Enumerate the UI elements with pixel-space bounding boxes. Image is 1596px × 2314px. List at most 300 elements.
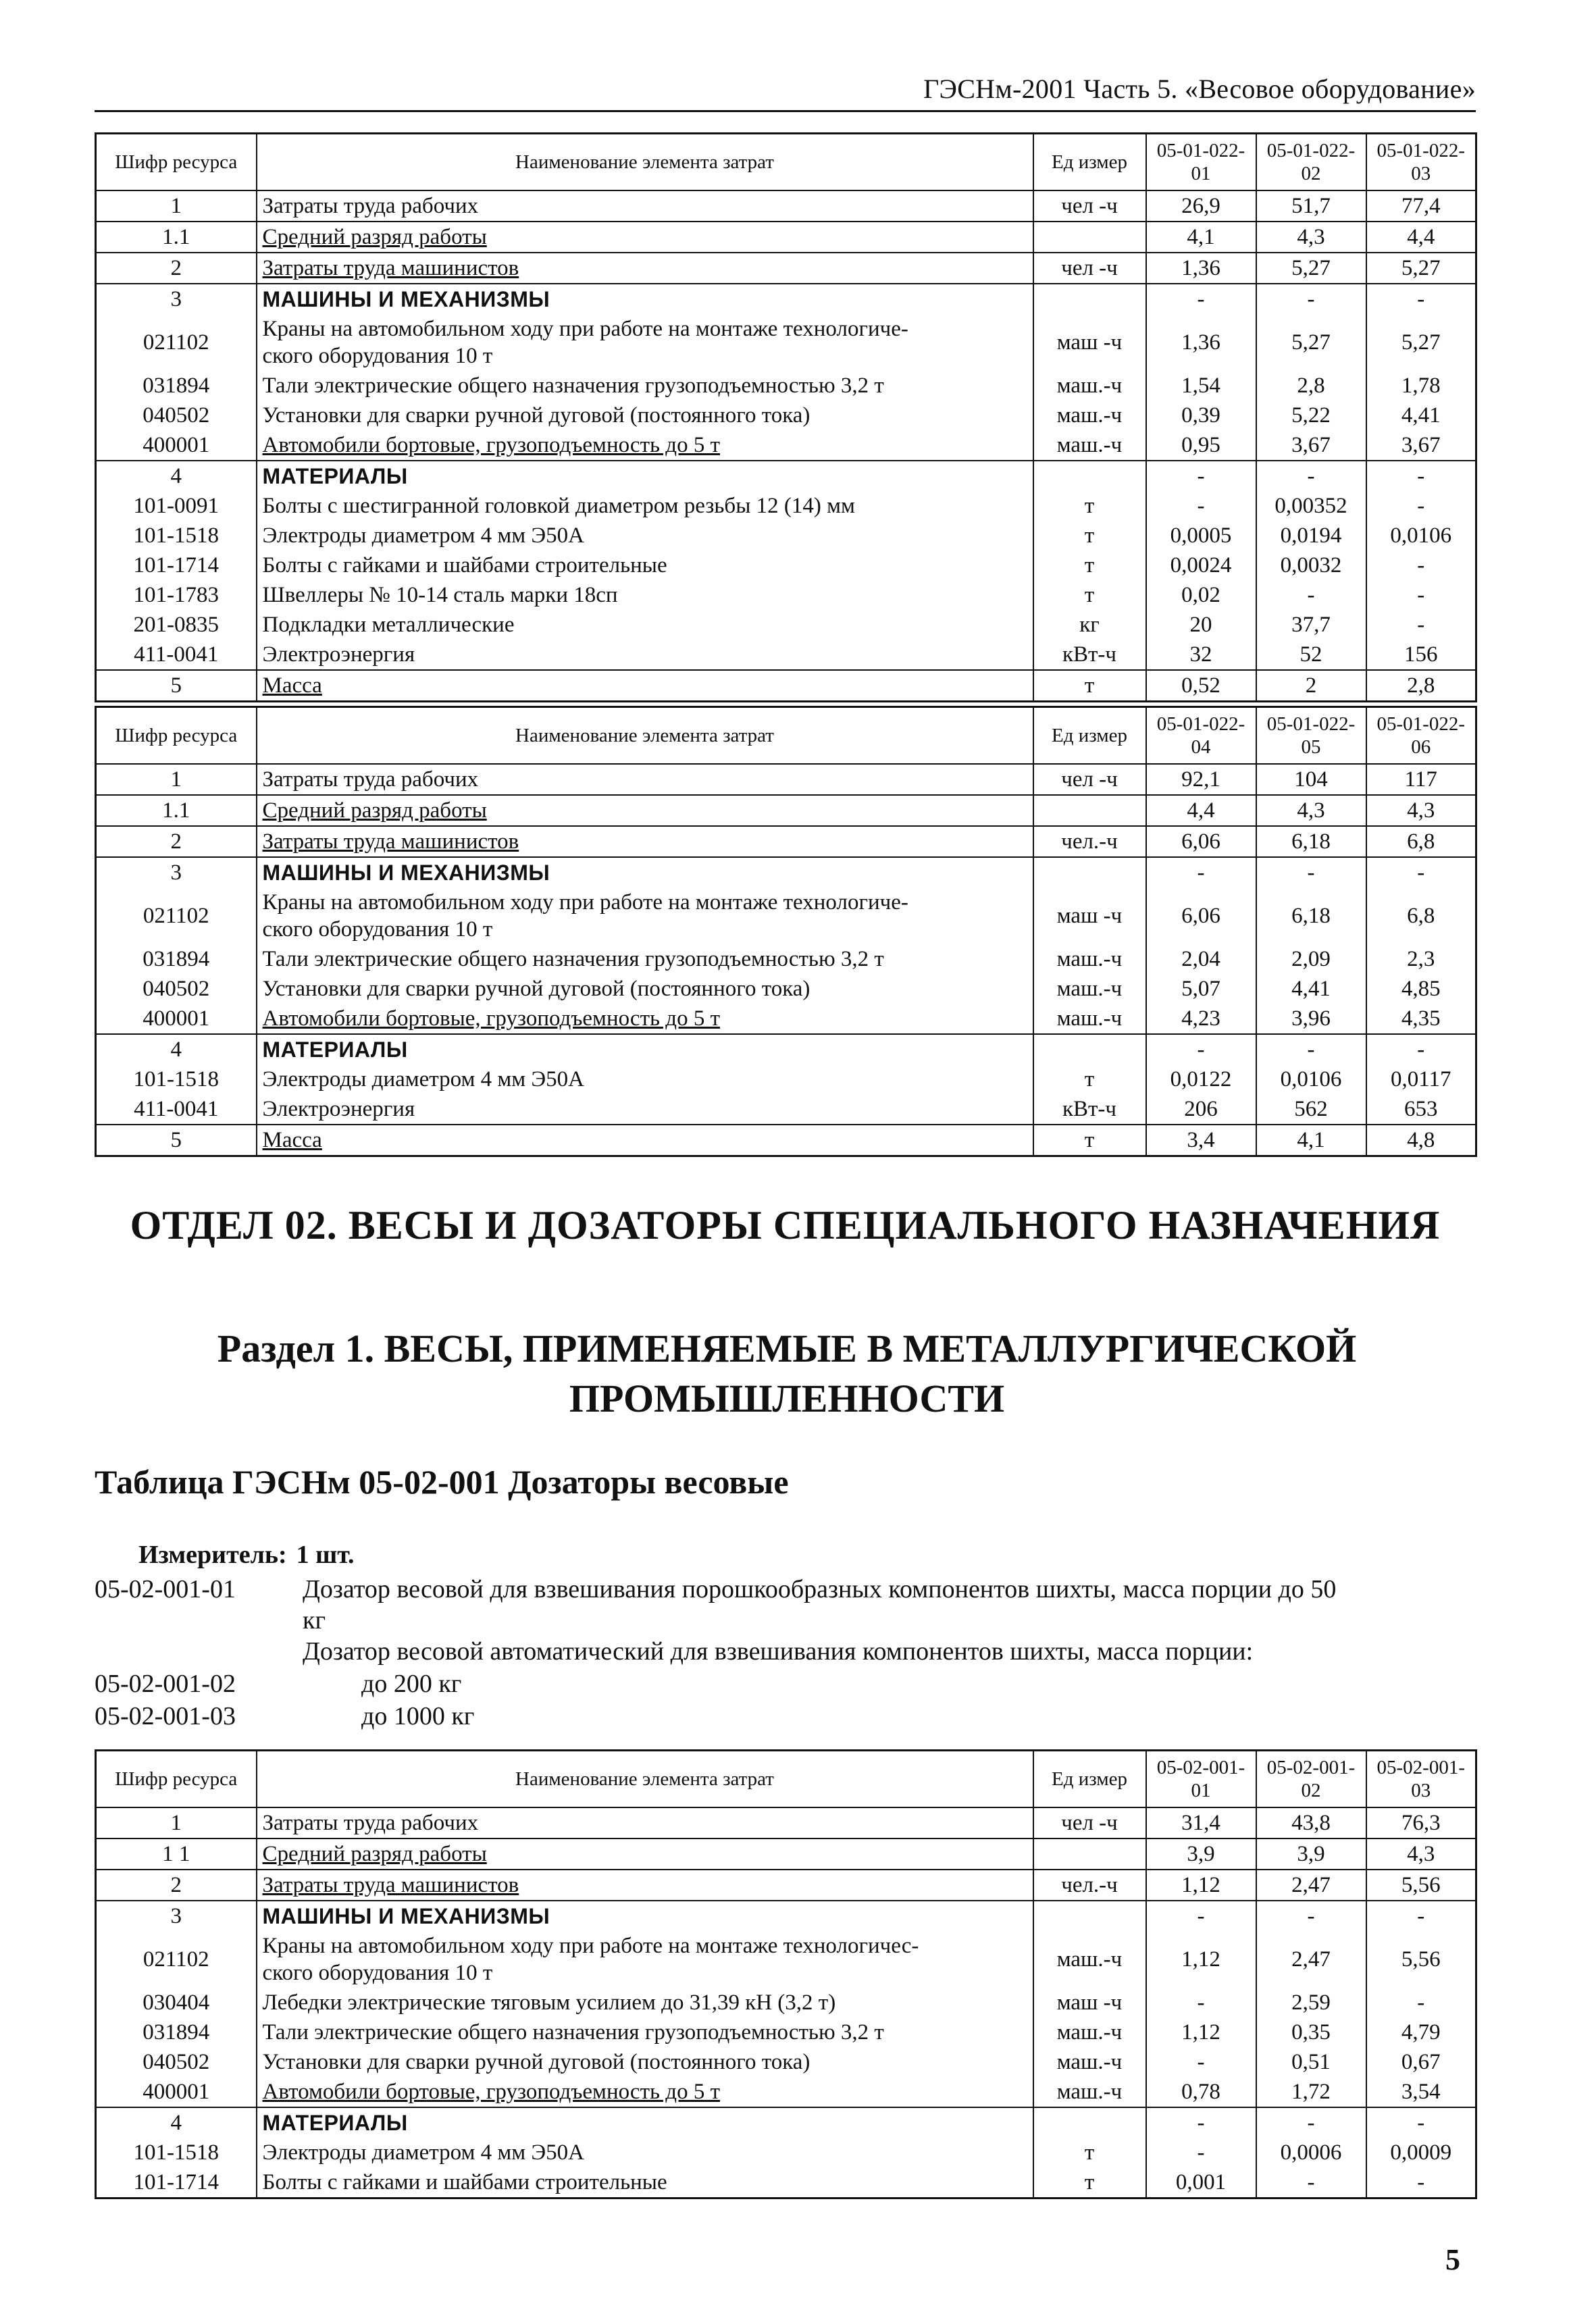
table-row (96, 888, 1476, 944)
resource-code: 4 (96, 1034, 257, 1064)
resource-name: Затраты труда машинистов (257, 1870, 1033, 1901)
value: 37,7 (1256, 610, 1366, 640)
resource-name-line-1: Краны на автомобильном ходу при работе на монтаже технологиче- (262, 890, 908, 915)
resource-name (257, 888, 1033, 944)
value: - (1256, 2107, 1366, 2138)
value: 5,27 (1366, 314, 1476, 371)
value: 6,8 (1366, 888, 1476, 944)
value: - (1256, 1901, 1366, 1931)
table-row (96, 284, 1476, 314)
value: 0,39 (1146, 401, 1256, 430)
unit: маш.-ч (1033, 2017, 1146, 2047)
page-number: 5 (1445, 2243, 1460, 2276)
resource-name: МАШИНЫ И МЕХАНИЗМЫ (257, 857, 1033, 888)
running-header: ГЭСНм-2001 Часть 5. «Весовое оборудование» (95, 73, 1476, 112)
table-row (96, 371, 1476, 401)
unit: кг (1033, 610, 1146, 640)
value: 0,0006 (1256, 2138, 1366, 2167)
resource-code: 1 1 (96, 1839, 257, 1870)
value: - (1256, 857, 1366, 888)
unit: маш.-ч (1033, 430, 1146, 461)
resource-code: 040502 (96, 401, 257, 430)
table-row (96, 521, 1476, 550)
value: 0,00352 (1256, 491, 1366, 521)
col-header-norm: 05-02-001-02 (1256, 1751, 1366, 1808)
value: 0,0024 (1146, 550, 1256, 580)
col-header-norm: 05-01-022-02 (1256, 134, 1366, 191)
value: - (1366, 1988, 1476, 2017)
resource-name: Средний разряд работы (257, 795, 1033, 826)
measure-label: Измеритель: (138, 1541, 287, 1569)
resource-code: 101-1714 (96, 550, 257, 580)
table-row (96, 1901, 1476, 1931)
value: 4,1 (1256, 1125, 1366, 1156)
resource-code: 040502 (96, 2047, 257, 2077)
value: 76,3 (1366, 1807, 1476, 1839)
value: 4,23 (1146, 1004, 1256, 1034)
resource-code: 021102 (96, 1931, 257, 1988)
resource-code: 4 (96, 2107, 257, 2138)
resource-table-05-02-001 (95, 1749, 1477, 2199)
resource-code: 2 (96, 1870, 257, 1901)
unit: маш -ч (1033, 314, 1146, 371)
table-row (96, 461, 1476, 491)
value: 2,59 (1256, 1988, 1366, 2017)
resource-name (257, 1931, 1033, 1988)
unit: маш.-ч (1033, 1004, 1146, 1034)
value: 2,8 (1256, 371, 1366, 401)
resource-name: Электроэнергия (257, 640, 1033, 670)
unit (1033, 795, 1146, 826)
value: - (1256, 2167, 1366, 2199)
value: 92,1 (1146, 764, 1256, 795)
resource-name: Автомобили бортовые, грузоподъемность до 5 т (257, 1004, 1033, 1034)
value: 20 (1146, 610, 1256, 640)
table-row (96, 640, 1476, 670)
value: - (1256, 461, 1366, 491)
value: 6,8 (1366, 826, 1476, 857)
value: 1,72 (1256, 2077, 1366, 2107)
table-row (96, 1064, 1476, 1094)
table-row (96, 2047, 1476, 2077)
value: 0,52 (1146, 670, 1256, 702)
resource-name: Затраты труда машинистов (257, 253, 1033, 284)
col-header-unit: Ед измер (1033, 1751, 1146, 1808)
unit: маш.-ч (1033, 2077, 1146, 2107)
section-heading-line-1: Раздел 1. ВЕСЫ, ПРИМЕНЯЕМЫЕ В МЕТАЛЛУРГИЧЕСКОЙ (217, 1327, 1357, 1370)
unit: чел -ч (1033, 1807, 1146, 1839)
value: 562 (1256, 1094, 1366, 1125)
value: 1,36 (1146, 314, 1256, 371)
unit: маш.-ч (1033, 371, 1146, 401)
resource-name: Болты с гайками и шайбами строительные (257, 2167, 1033, 2199)
value: 3,9 (1256, 1839, 1366, 1870)
value: 32 (1146, 640, 1256, 670)
table-row (96, 253, 1476, 284)
resource-code: 101-1714 (96, 2167, 257, 2199)
value: 2,09 (1256, 944, 1366, 974)
resource-name: Установки для сварки ручной дуговой (постоянного тока) (257, 974, 1033, 1004)
resource-code: 3 (96, 1901, 257, 1931)
resource-code: 411-0041 (96, 1094, 257, 1125)
resource-code: 021102 (96, 314, 257, 371)
col-header-unit: Ед измер (1033, 134, 1146, 191)
value: 653 (1366, 1094, 1476, 1125)
measure-value: 1 шт. (296, 1541, 355, 1569)
unit: чел -ч (1033, 253, 1146, 284)
table-row (96, 1004, 1476, 1034)
value: 3,67 (1256, 430, 1366, 461)
unit (1033, 1034, 1146, 1064)
value: 0,001 (1146, 2167, 1256, 2199)
unit: кВт-ч (1033, 640, 1146, 670)
value: 1,12 (1146, 2017, 1256, 2047)
value: 1,54 (1146, 371, 1256, 401)
value: - (1146, 1901, 1256, 1931)
unit: т (1033, 550, 1146, 580)
value: 52 (1256, 640, 1366, 670)
value: 5,27 (1256, 253, 1366, 284)
resource-name: Швеллеры № 10-14 сталь марки 18сп (257, 580, 1033, 610)
value: - (1146, 461, 1256, 491)
norm-group-description: Дозатор весовой автоматический для взвешивания компонентов шихты, масса порции: (303, 1637, 1254, 1666)
table-row (96, 1870, 1476, 1901)
value: 156 (1366, 640, 1476, 670)
table-row (96, 944, 1476, 974)
section-heading (135, 1324, 1439, 1424)
resource-name: Подкладки металлические (257, 610, 1033, 640)
resource-name: МАТЕРИАЛЫ (257, 2107, 1033, 2138)
value: 0,0106 (1256, 1064, 1366, 1094)
resource-code: 5 (96, 670, 257, 702)
col-header-code: Шифр ресурса (96, 707, 257, 765)
resource-name: Затраты труда машинистов (257, 826, 1033, 857)
value: - (1366, 610, 1476, 640)
unit: маш.-ч (1033, 974, 1146, 1004)
resource-name-line-1: Краны на автомобильном ходу при работе на монтаже технологичес- (262, 1934, 919, 1958)
value: 5,27 (1366, 253, 1476, 284)
value: - (1366, 284, 1476, 314)
table-row (96, 2107, 1476, 2138)
unit: т (1033, 2138, 1146, 2167)
value: 0,0106 (1366, 521, 1476, 550)
table-row (96, 491, 1476, 521)
value: - (1146, 1988, 1256, 2017)
value: 4,85 (1366, 974, 1476, 1004)
resource-code: 1.1 (96, 222, 257, 253)
col-header-code: Шифр ресурса (96, 134, 257, 191)
col-header-norm: 05-02-001-01 (1146, 1751, 1256, 1808)
resource-name-line-2: ского оборудования 10 т (262, 1961, 493, 1985)
resource-code: 201-0835 (96, 610, 257, 640)
table-row (96, 1125, 1476, 1156)
table-row (96, 2077, 1476, 2107)
col-header-norm: 05-01-022-05 (1256, 707, 1366, 765)
resource-name: Установки для сварки ручной дуговой (постоянного тока) (257, 2047, 1033, 2077)
resource-table-05-01-022-01-03 (95, 132, 1477, 702)
resource-name-line-2: ского оборудования 10 т (262, 344, 493, 368)
resource-name: Электроды диаметром 4 мм Э50А (257, 2138, 1033, 2167)
unit: маш.-ч (1033, 2047, 1146, 2077)
norm-code: 05-02-001-03 (95, 1702, 236, 1730)
col-header-name: Наименование элемента затрат (257, 134, 1033, 191)
value: - (1366, 461, 1476, 491)
col-header-norm: 05-01-022-01 (1146, 134, 1256, 191)
value: 51,7 (1256, 190, 1366, 222)
col-header-norm: 05-01-022-04 (1146, 707, 1256, 765)
unit: маш -ч (1033, 888, 1146, 944)
value: 4,41 (1256, 974, 1366, 1004)
table-row (96, 190, 1476, 222)
table-body (96, 764, 1476, 1156)
value: 5,56 (1366, 1931, 1476, 1988)
value: 3,9 (1146, 1839, 1256, 1870)
value: 0,51 (1256, 2047, 1366, 2077)
resource-code: 400001 (96, 430, 257, 461)
value: 0,67 (1366, 2047, 1476, 2077)
value: 4,3 (1256, 222, 1366, 253)
unit: кВт-ч (1033, 1094, 1146, 1125)
unit (1033, 1901, 1146, 1931)
resource-code: 1.1 (96, 795, 257, 826)
norm-description: Дозатор весовой для взвешивания порошкообразных компонентов шихты, масса порции до 50 (303, 1575, 1337, 1603)
table-row (96, 1094, 1476, 1125)
value: 3,4 (1146, 1125, 1256, 1156)
resource-code: 101-1783 (96, 580, 257, 610)
unit: т (1033, 491, 1146, 521)
table-row (96, 610, 1476, 640)
value: 4,3 (1256, 795, 1366, 826)
norm-description: до 1000 кг (361, 1702, 475, 1730)
value: 0,0117 (1366, 1064, 1476, 1094)
table-row (96, 670, 1476, 702)
resource-code: 101-0091 (96, 491, 257, 521)
unit (1033, 857, 1146, 888)
resource-name: Автомобили бортовые, грузоподъемность до 5 т (257, 2077, 1033, 2107)
unit: чел.-ч (1033, 1870, 1146, 1901)
value: 4,4 (1146, 795, 1256, 826)
table-row (96, 857, 1476, 888)
table-body (96, 1807, 1476, 2199)
value: 1,12 (1146, 1931, 1256, 1988)
value: 4,35 (1366, 1004, 1476, 1034)
unit (1033, 2107, 1146, 2138)
table-row (96, 795, 1476, 826)
value: 3,96 (1256, 1004, 1366, 1034)
resource-name: Тали электрические общего назначения грузоподъемностью 3,2 т (257, 944, 1033, 974)
resource-name: Затраты труда рабочих (257, 1807, 1033, 1839)
value: 6,06 (1146, 826, 1256, 857)
value: - (1146, 2107, 1256, 2138)
resource-name: МАШИНЫ И МЕХАНИЗМЫ (257, 1901, 1033, 1931)
unit: т (1033, 580, 1146, 610)
resource-code: 4 (96, 461, 257, 491)
unit (1033, 461, 1146, 491)
unit: чел -ч (1033, 190, 1146, 222)
table-row (96, 430, 1476, 461)
resource-name: Тали электрические общего назначения грузоподъемностью 3,2 т (257, 371, 1033, 401)
col-header-name: Наименование элемента затрат (257, 707, 1033, 765)
value: - (1146, 284, 1256, 314)
value: 4,8 (1366, 1125, 1476, 1156)
unit: маш.-ч (1033, 401, 1146, 430)
resource-code: 3 (96, 857, 257, 888)
unit: т (1033, 1064, 1146, 1094)
value: 3,67 (1366, 430, 1476, 461)
resource-name: Затраты труда рабочих (257, 190, 1033, 222)
norm-description: до 200 кг (361, 1670, 462, 1698)
table-row (96, 1034, 1476, 1064)
table-row (96, 1931, 1476, 1988)
resource-name: Электроды диаметром 4 мм Э50А (257, 1064, 1033, 1094)
resource-code: 1 (96, 764, 257, 795)
value: - (1366, 857, 1476, 888)
value: 0,35 (1256, 2017, 1366, 2047)
unit: т (1033, 1125, 1146, 1156)
table-row (96, 401, 1476, 430)
resource-code: 101-1518 (96, 2138, 257, 2167)
value: - (1366, 2107, 1476, 2138)
value: 0,0005 (1146, 521, 1256, 550)
resource-code: 040502 (96, 974, 257, 1004)
value: 5,07 (1146, 974, 1256, 1004)
value: 117 (1366, 764, 1476, 795)
resource-code: 400001 (96, 2077, 257, 2107)
resource-code: 2 (96, 253, 257, 284)
table-row (96, 580, 1476, 610)
value: 0,0032 (1256, 550, 1366, 580)
table-row (96, 1839, 1476, 1870)
resource-code: 1 (96, 1807, 257, 1839)
value: - (1256, 284, 1366, 314)
value: 6,06 (1146, 888, 1256, 944)
table-row (96, 826, 1476, 857)
table-row (96, 2017, 1476, 2047)
norm-code: 05-02-001-02 (95, 1670, 236, 1698)
resource-code: 411-0041 (96, 640, 257, 670)
resource-name: Масса (257, 670, 1033, 702)
unit (1033, 1839, 1146, 1870)
resource-name: Тали электрические общего назначения грузоподъемностью 3,2 т (257, 2017, 1033, 2047)
value: - (1366, 550, 1476, 580)
value: 1,12 (1146, 1870, 1256, 1901)
value: 5,27 (1256, 314, 1366, 371)
value: 2,04 (1146, 944, 1256, 974)
resource-code: 031894 (96, 944, 257, 974)
value: - (1366, 1034, 1476, 1064)
unit: чел.-ч (1033, 826, 1146, 857)
unit: маш.-ч (1033, 1931, 1146, 1988)
resource-name-line-1: Краны на автомобильном ходу при работе на монтаже технологиче- (262, 317, 908, 341)
value: 0,0122 (1146, 1064, 1256, 1094)
value: - (1366, 1901, 1476, 1931)
value: 2,3 (1366, 944, 1476, 974)
value: 2,47 (1256, 1931, 1366, 1988)
unit: т (1033, 521, 1146, 550)
table-body (96, 190, 1476, 702)
table-row (96, 1807, 1476, 1839)
table-row (96, 314, 1476, 371)
value: 2,47 (1256, 1870, 1366, 1901)
col-header-name: Наименование элемента затрат (257, 1751, 1033, 1808)
norm-description-continued: кг (303, 1606, 326, 1635)
resource-code: 101-1518 (96, 1064, 257, 1094)
unit (1033, 222, 1146, 253)
value: 4,1 (1146, 222, 1256, 253)
value: - (1366, 491, 1476, 521)
resource-name: Затраты труда рабочих (257, 764, 1033, 795)
value: 26,9 (1146, 190, 1256, 222)
value: 43,8 (1256, 1807, 1366, 1839)
table-row (96, 550, 1476, 580)
resource-code: 030404 (96, 1988, 257, 2017)
resource-code: 101-1518 (96, 521, 257, 550)
value: 104 (1256, 764, 1366, 795)
value: - (1366, 2167, 1476, 2199)
col-header-unit: Ед измер (1033, 707, 1146, 765)
value: 6,18 (1256, 826, 1366, 857)
table-row (96, 2167, 1476, 2199)
value: 5,56 (1366, 1870, 1476, 1901)
value: 0,78 (1146, 2077, 1256, 2107)
resource-name: МАТЕРИАЛЫ (257, 461, 1033, 491)
value: 0,02 (1146, 580, 1256, 610)
value: - (1146, 1034, 1256, 1064)
value: 31,4 (1146, 1807, 1256, 1839)
norm-code: 05-02-001-01 (95, 1575, 236, 1603)
department-heading: ОТДЕЛ 02. ВЕСЫ И ДОЗАТОРЫ СПЕЦИАЛЬНОГО НАЗНАЧЕНИЯ (130, 1203, 1441, 1248)
unit: т (1033, 670, 1146, 702)
resource-code: 5 (96, 1125, 257, 1156)
resource-name: Болты с гайками и шайбами строительные (257, 550, 1033, 580)
resource-code: 021102 (96, 888, 257, 944)
resource-name-line-2: ского оборудования 10 т (262, 917, 493, 942)
resource-name: Лебедки электрические тяговым усилием до 31,39 кН (3,2 т) (257, 1988, 1033, 2017)
value: 1,78 (1366, 371, 1476, 401)
value: - (1146, 857, 1256, 888)
value: 4,79 (1366, 2017, 1476, 2047)
resource-code: 3 (96, 284, 257, 314)
value: - (1146, 2138, 1256, 2167)
unit: маш -ч (1033, 1988, 1146, 2017)
col-header-code: Шифр ресурса (96, 1751, 257, 1808)
resource-name: Автомобили бортовые, грузоподъемность до 5 т (257, 430, 1033, 461)
resource-name: Установки для сварки ручной дуговой (постоянного тока) (257, 401, 1033, 430)
value: 4,4 (1366, 222, 1476, 253)
unit (1033, 284, 1146, 314)
resource-code: 031894 (96, 371, 257, 401)
value: 5,22 (1256, 401, 1366, 430)
resource-name: Электроды диаметром 4 мм Э50А (257, 521, 1033, 550)
table-row (96, 974, 1476, 1004)
unit: чел -ч (1033, 764, 1146, 795)
resource-code: 1 (96, 190, 257, 222)
value: - (1146, 491, 1256, 521)
value: 3,54 (1366, 2077, 1476, 2107)
value: 1,36 (1146, 253, 1256, 284)
value: - (1146, 2047, 1256, 2077)
value: 6,18 (1256, 888, 1366, 944)
resource-name: Болты с шестигранной головкой диаметром резьбы 12 (14) мм (257, 491, 1033, 521)
col-header-norm: 05-01-022-06 (1366, 707, 1476, 765)
col-header-norm: 05-02-001-03 (1366, 1751, 1476, 1808)
value: 77,4 (1366, 190, 1476, 222)
unit: маш.-ч (1033, 944, 1146, 974)
value: - (1256, 580, 1366, 610)
resource-code: 400001 (96, 1004, 257, 1034)
value: 0,95 (1146, 430, 1256, 461)
resource-name: Средний разряд работы (257, 1839, 1033, 1870)
